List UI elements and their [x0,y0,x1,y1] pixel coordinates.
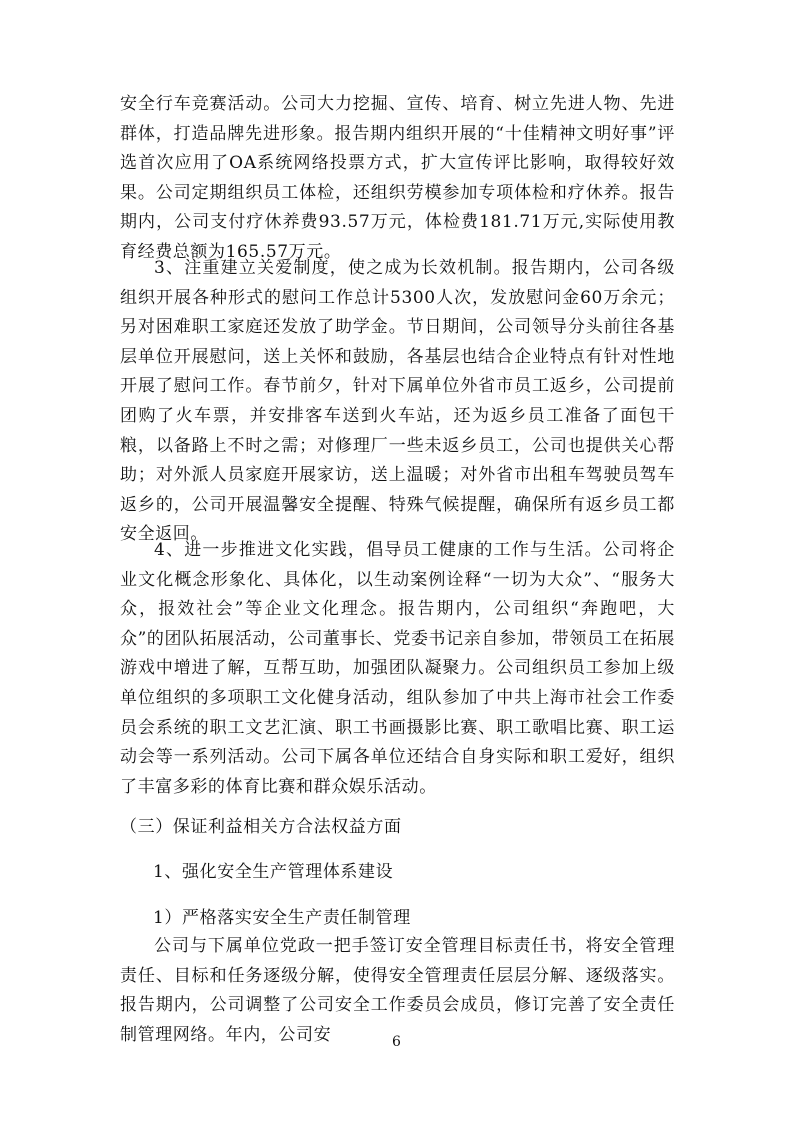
body-paragraph-continuation: 安全行车竞赛活动。公司大力挖掘、宣传、培育、树立先进人物、先进群体，打造品牌先进形象。报告期内组织开展的“十佳精神文明好事”评选首次应用了OA系统网络投票方式，扩大宣传评比影响，取得较好效果。公司定期组织员工体检，还组织劳模参加专项体检和疗休养。报告期内，公司支付疗休养费93.57万元，体检费181.71万元,实际使用教育经费总额为165.57万元。 [120,94,675,262]
subsection-heading: 1、强化安全生产管理体系建设 [153,862,394,882]
page-number: 6 [392,1034,401,1050]
section-heading: （三）保证利益相关方合法权益方面 [120,817,402,837]
body-paragraph-culture-practice: 4、进一步推进文化实践，倡导员工健康的工作与生活。公司将企业文化概念形象化、具体化，以生动案例诠释“一切为大众”、“服务大众，报效社会”等企业文化理念。报告期内，公司组织“奔跑吧，大众”的团队拓展活动，公司董事长、党委书记亲自参加，带领员工在拓展游戏中增进了解，互帮互助，加强团队凝聚力。公司组织员工参加上级单位组织的多项职工文化健身活动，组队参加了中共上海市社会工作委员会系统的职工文艺汇演、职工书画摄影比赛、职工歌唱比赛、职工运动会等一系列活动。公司下属各单位还结合自身实际和职工爱好，组织了丰富多彩的体育比赛和群众娱乐活动。 [120,540,675,797]
item-heading: 1）严格落实安全生产责任制管理 [153,908,411,928]
body-paragraph-care-system: 3、注重建立关爱制度，使之成为长效机制。报告期内，公司各级组织开展各种形式的慰问工作总计5300人次，发放慰问金60万余元；另对困难职工家庭还发放了助学金。节日期间，公司领导分头前往各基层单位开展慰问，送上关怀和鼓励，各基层也结合企业特点有针对性地开展了慰问工作。春节前夕，针对下属单位外省市员工返乡，公司提前团购了火车票，并安排客车送到火车站，还为返乡员工准备了面包干粮，以备路上不时之需；对修理厂一些未返乡员工，公司也提供关心帮助；对外派人员家庭开展家访，送上温暖；对外省市出租车驾驶员驾车返乡的，公司开展温馨安全提醒、特殊气候提醒，确保所有返乡员工都安全返回。 [120,258,675,545]
body-paragraph-safety-responsibility: 公司与下属单位党政一把手签订安全管理目标责任书，将安全管理责任、目标和任务逐级分解，使得安全管理责任层层分解、逐级落实。报告期内，公司调整了公司安全工作委员会成员，修订完善了安全责任制管理网络。年内，公司安 [120,936,675,1045]
